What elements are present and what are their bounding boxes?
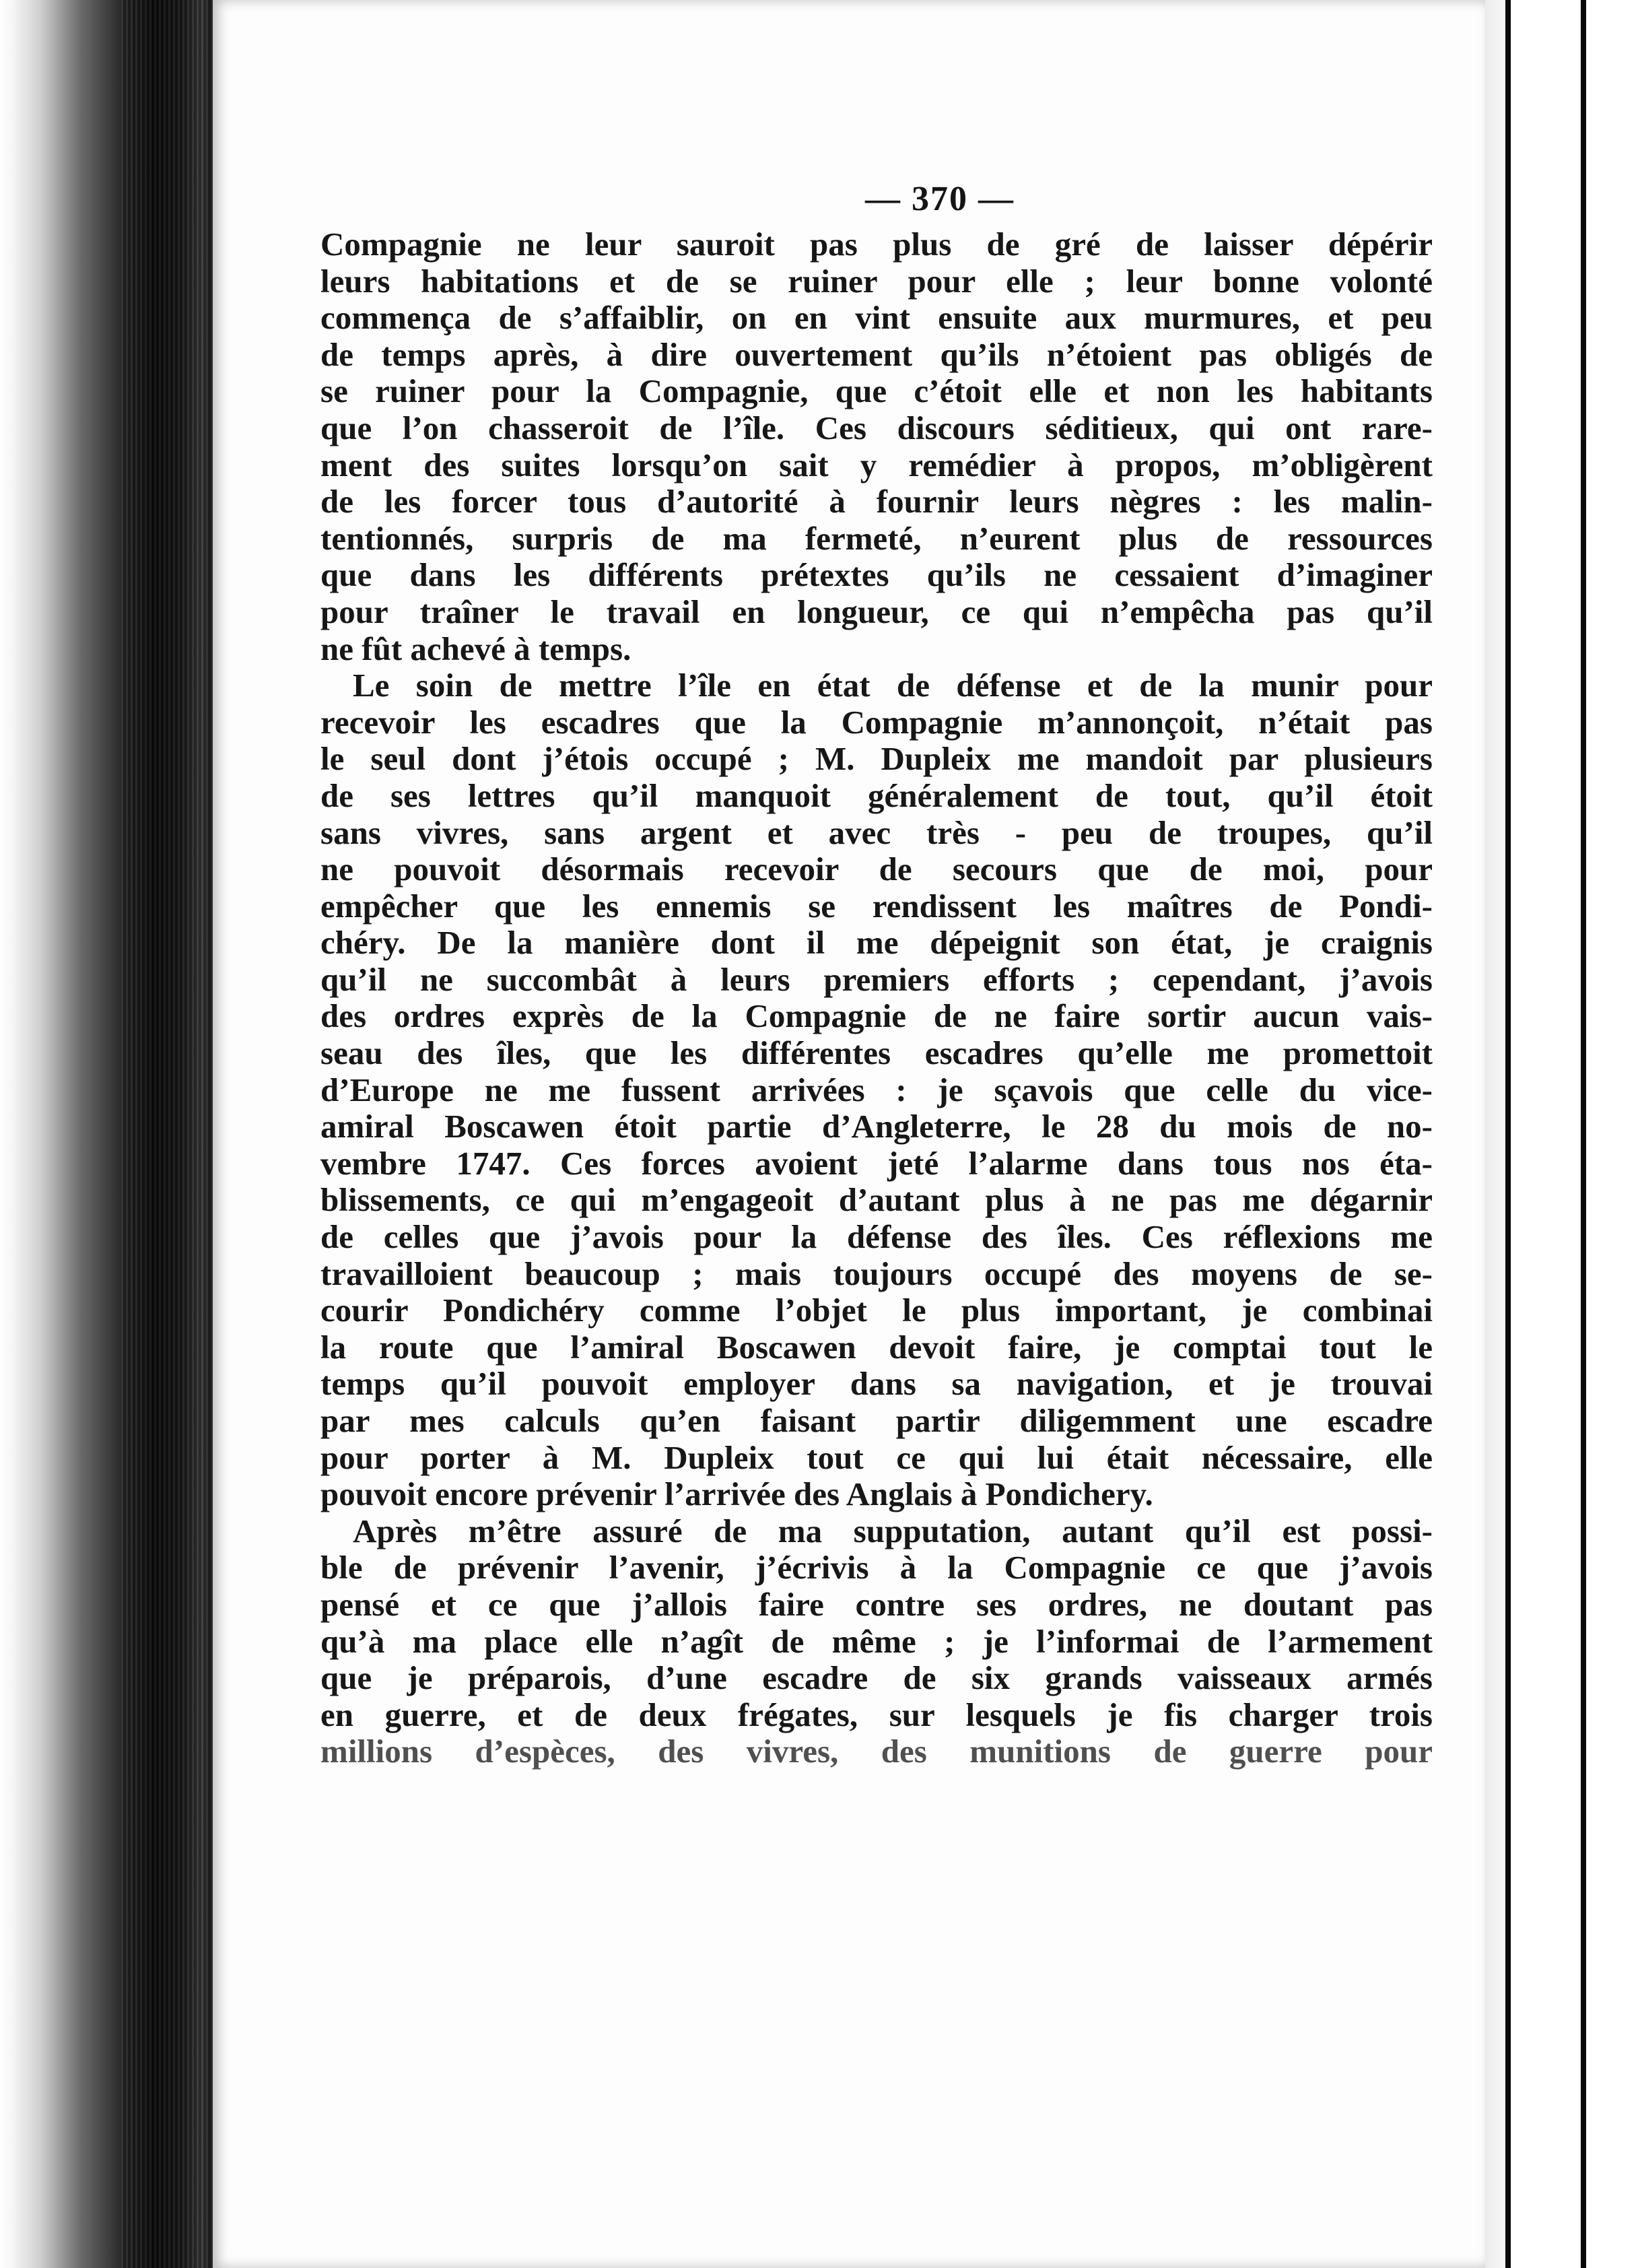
text-line: pour porter à M. Dupleix tout ce qui lui était nécessaire, elle bbox=[320, 1438, 1433, 1476]
text-line: des ordres exprès de la Compagnie de ne faire sortir aucun vais- bbox=[320, 997, 1433, 1035]
text-line: pour traîner le travail en longueur, ce qui n’empêcha pas qu’il bbox=[320, 593, 1433, 630]
text-line: que je préparois, d’une escadre de six grands vaisseaux armés bbox=[320, 1659, 1433, 1697]
text-line: amiral Boscawen étoit partie d’Angleterre, le 28 du mois de no- bbox=[320, 1108, 1433, 1145]
text-line: blissements, ce qui m’engageoit d’autant plus à ne pas me dégarnir bbox=[320, 1181, 1433, 1219]
text-line: qu’à ma place elle n’agît de même ; je l’informai de l’armement bbox=[320, 1622, 1433, 1660]
text-line: ble de prévenir l’avenir, j’écrivis à la Compagnie ce que j’avois bbox=[320, 1549, 1433, 1587]
text-line: tentionnés, surpris de ma fermeté, n’eurent plus de ressources bbox=[320, 519, 1433, 557]
text-line: ment des suites lorsqu’on sait y remédier à propos, m’obligèrent bbox=[320, 446, 1433, 483]
text-line: recevoir les escadres que la Compagnie m’annonçoit, n’était pas bbox=[320, 703, 1433, 741]
paragraph-container bbox=[320, 226, 1433, 1770]
text-line: travailloient beaucoup ; mais toujours occupé des moyens de se- bbox=[320, 1255, 1433, 1292]
text-line: empêcher que les ennemis se rendissent les maîtres de Pondi- bbox=[320, 887, 1433, 925]
book-spine-texture bbox=[121, 0, 215, 2268]
text-line: la route que l’amiral Boscawen devoit faire, je comptai tout le bbox=[320, 1328, 1433, 1366]
text-line: le seul dont j’étois occupé ; M. Dupleix me mandoit par plusieurs bbox=[320, 740, 1433, 778]
right-frame-border bbox=[1505, 0, 1586, 2268]
text-line: de les forcer tous d’autorité à fournir leurs nègres : les malin- bbox=[320, 483, 1433, 521]
text-line: temps qu’il pouvoit employer dans sa navigation, et je trouvai bbox=[320, 1365, 1433, 1403]
text-line: pouvoit encore prévenir l’arrivée des Anglais à Pondichery. bbox=[320, 1475, 1153, 1513]
text-line: millions d’espèces, des vivres, des munitions de guerre pour bbox=[320, 1733, 1433, 1770]
paragraph bbox=[320, 667, 1433, 1513]
text-line: ne pouvoit désormais recevoir de secours que de moi, pour bbox=[320, 850, 1433, 888]
text-line: que l’on chasseroit de l’île. Ces discours séditieux, qui ont rare- bbox=[320, 409, 1433, 446]
text-line: sans vivres, sans argent et avec très - peu de troupes, qu’il bbox=[320, 813, 1433, 851]
text-line: d’Europe ne me fussent arrivées : je sçavois que celle du vice- bbox=[320, 1071, 1433, 1108]
text-line: que dans les différents prétextes qu’ils ne cessaient d’imaginer bbox=[320, 556, 1433, 594]
text-line: commença de s’affaiblir, on en vint ensuite aux murmures, et peu bbox=[320, 299, 1433, 337]
text-line: seau des îles, que les différentes escadres qu’elle me promettoit bbox=[320, 1034, 1433, 1072]
page-text bbox=[320, 226, 1433, 1770]
text-line: chéry. De la manière dont il me dépeignit son état, je craignis bbox=[320, 924, 1433, 962]
text-line: Compagnie ne leur sauroit pas plus de gré de laisser dépérir bbox=[320, 226, 1433, 263]
text-line: se ruiner pour la Compagnie, que c’étoit elle et non les habitants bbox=[320, 372, 1433, 410]
text-line: Le soin de mettre l’île en état de défense et de la munir pour bbox=[353, 667, 1433, 704]
text-line: pensé et ce que j’allois faire contre ses ordres, ne doutant pas bbox=[320, 1585, 1433, 1623]
text-line: de temps après, à dire ouvertement qu’ils n’étoient pas obligés de bbox=[320, 335, 1433, 373]
text-line: qu’il ne succombât à leurs premiers efforts ; cependant, j’avois bbox=[320, 960, 1433, 998]
text-line: en guerre, et de deux frégates, sur lesquels je fis charger trois bbox=[320, 1696, 1433, 1733]
text-line: leurs habitations et de se ruiner pour elle ; leur bonne volonté bbox=[320, 262, 1433, 300]
paragraph bbox=[320, 1513, 1433, 1770]
text-line: courir Pondichéry comme l’objet le plus important, je combinai bbox=[320, 1292, 1433, 1329]
text-line: par mes calculs qu’en faisant partir diligemment une escadre bbox=[320, 1402, 1433, 1439]
text-line: Après m’être assuré de ma supputation, autant qu’il est possi- bbox=[353, 1512, 1433, 1549]
text-line: vembre 1747. Ces forces avoient jeté l’alarme dans tous nos éta- bbox=[320, 1144, 1433, 1182]
text-line: de ses lettres qu’il manquoit généralement de tout, qu’il étoit bbox=[320, 776, 1433, 814]
paragraph bbox=[320, 226, 1433, 667]
page-number: — 370 — bbox=[865, 180, 1015, 218]
text-line: de celles que j’avois pour la défense des îles. Ces réflexions me bbox=[320, 1218, 1433, 1256]
text-line: ne fût achevé à temps. bbox=[320, 630, 631, 667]
